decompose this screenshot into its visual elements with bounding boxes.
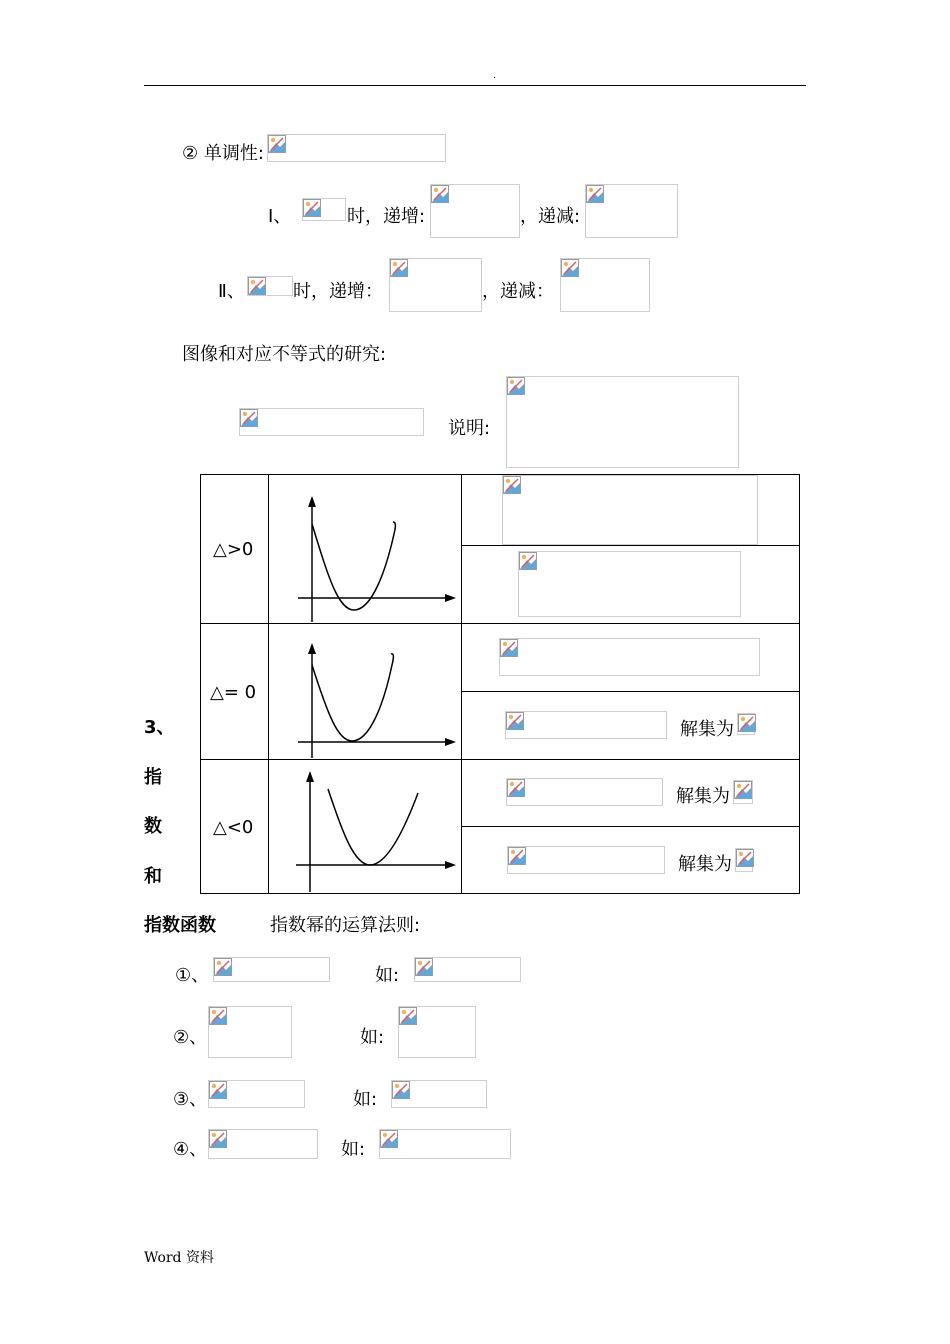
case1-when: 时，递增: [347,206,426,227]
example-label: 如: [375,965,400,986]
formula-image [302,198,346,221]
formula-image [585,184,678,238]
table-border [200,893,800,894]
table-border [461,826,800,827]
note-label: 说明: [448,418,491,439]
parabola-no-root-graph [270,761,460,892]
formula-image [502,475,758,545]
formula-image [560,258,650,312]
formula-image [213,957,330,982]
broken-image-icon [738,714,756,732]
formula-image [507,846,665,874]
broken-image-icon [209,1081,227,1099]
formula-image [267,134,446,162]
section-number: 3、 [144,717,175,738]
formula-image [506,376,739,468]
formula-image [414,957,521,982]
header-rule [144,85,806,86]
broken-image-icon [392,1081,410,1099]
broken-image-icon [214,958,232,976]
broken-image-icon [303,199,321,217]
table-border [461,474,462,894]
parabola-one-root-graph [270,625,460,758]
example-label: 如: [360,1027,385,1048]
formula-image [208,1006,292,1058]
broken-image-icon [736,849,754,867]
broken-image-icon [500,639,518,657]
broken-image-icon [734,781,752,799]
formula-image [737,713,755,735]
broken-image-icon [248,277,266,295]
formula-image [398,1006,476,1058]
broken-image-icon [390,259,408,277]
formula-image [733,780,753,804]
rule-label: ③、 [173,1089,208,1110]
broken-image-icon [508,847,526,865]
formula-image [499,638,760,676]
broken-image-icon [586,185,604,203]
rule-label: ①、 [175,965,210,986]
broken-image-icon [240,409,258,427]
graph-study-title: 图像和对应不等式的研究: [182,344,387,365]
table-border [200,623,800,624]
condition-negative: △<0 [213,817,254,838]
formula-image [735,848,753,872]
example-label: 如: [353,1089,378,1110]
table-border [268,474,269,894]
formula-image [239,408,424,436]
condition-zero: △= 0 [210,682,257,703]
footer-text: Word 资料 [144,1250,214,1266]
broken-image-icon [507,377,525,395]
broken-image-icon [503,476,521,494]
formula-image [505,711,667,739]
example-label: 如: [341,1139,366,1160]
formula-image [247,276,293,296]
formula-image [208,1129,318,1159]
formula-image [518,551,741,617]
case2-when: 时，递增： [293,281,383,302]
rules-title: 指数幂的运算法则: [270,915,421,936]
formula-image [506,778,663,806]
formula-image [379,1129,511,1159]
parabola-two-roots-graph [270,476,460,622]
formula-image [208,1080,305,1108]
table-border [461,691,800,692]
section-vertical-char: 指 [144,767,162,788]
broken-image-icon [561,259,579,277]
section-vertical-char: 和 [144,866,162,887]
table-border [200,759,800,760]
case2-dec: ，递减： [482,281,554,302]
broken-image-icon [415,958,433,976]
broken-image-icon [380,1130,398,1148]
broken-image-icon [209,1007,227,1025]
solution-set-label: 解集为 [676,786,730,807]
header-dot: . [493,70,497,81]
broken-image-icon [209,1130,227,1148]
formula-image [430,184,520,238]
rule-label: ②、 [173,1027,208,1048]
formula-image [391,1080,487,1108]
rule-label: ④、 [173,1139,208,1160]
solution-set-label: 解集为 [680,719,734,740]
case1-dec: ，递减: [520,206,581,227]
broken-image-icon [431,185,449,203]
case2-prefix: Ⅱ、 [218,281,245,302]
broken-image-icon [507,779,525,797]
table-border [799,474,800,894]
broken-image-icon [399,1007,417,1025]
broken-image-icon [268,135,286,153]
condition-positive: △>0 [213,539,254,560]
broken-image-icon [506,712,524,730]
section-vertical-char: 数 [144,816,162,837]
formula-image [389,258,482,312]
monotonicity-label: ② 单调性: [182,143,264,164]
broken-image-icon [519,552,537,570]
table-border [200,474,201,894]
table-border [461,545,800,546]
solution-set-label: 解集为 [678,854,732,875]
section-title: 指数函数 [144,915,216,936]
case1-prefix: Ⅰ、 [268,206,292,227]
